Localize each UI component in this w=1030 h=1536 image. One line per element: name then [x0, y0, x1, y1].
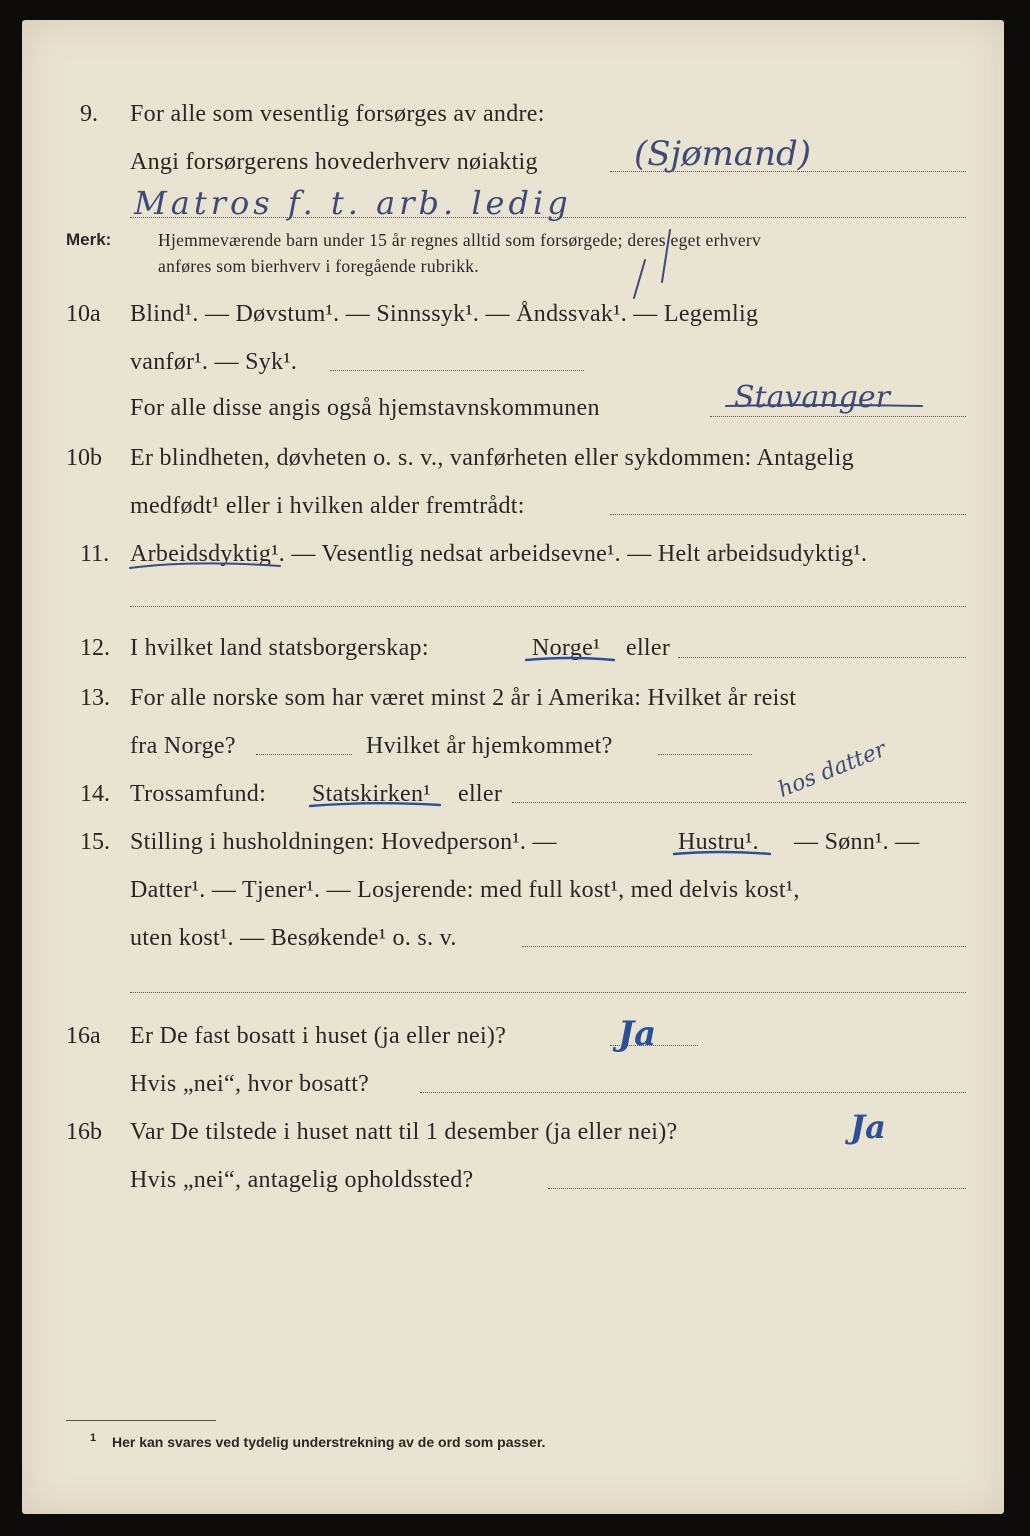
q12-line1c: eller [626, 635, 671, 661]
footnote-text: Her kan svares ved tydelig understrekning av de ord som passer. [112, 1434, 546, 1450]
underline-hustru [674, 852, 770, 854]
q15-handwritten-note: hos datter [774, 737, 890, 803]
q10a-line3: For alle disse angis også hjemstavnskommunen [130, 395, 600, 421]
q16b-handwritten-answer: Ja [850, 1108, 886, 1146]
q16b-line1: Var De tilstede i huset natt til 1 desember (ja eller nei)? [130, 1119, 678, 1145]
q9-handwritten-line2: Matros f. t. arb. ledig [134, 184, 572, 222]
q9-line1: For alle som vesentlig forsørges av andre: [130, 101, 545, 127]
q16a-line1: Er De fast bosatt i huset (ja eller nei)? [130, 1023, 507, 1049]
merk-line2: anføres som bierhverv i foregående rubrikk. [158, 256, 479, 276]
q15-line3: uten kost¹. — Besøkende¹ o. s. v. [130, 925, 457, 951]
item-number-15: 15. [80, 829, 110, 855]
underline-arbeidsdyktig [130, 563, 280, 568]
q9-line2: Angi forsørgerens hovederhverv nøiaktig [130, 149, 538, 175]
q16a-line2: Hvis „nei“, hvor bosatt? [130, 1071, 370, 1097]
handwritten-marks [22, 20, 1004, 1514]
q16a-handwritten-answer: Ja [618, 1014, 657, 1054]
q13-line1: For alle norske som har været minst 2 år i Amerika: Hvilket år reist [130, 685, 797, 711]
underline-norge [526, 658, 614, 660]
footnote-mark: 1 [90, 1432, 97, 1444]
q15-line1a: Stilling i husholdningen: Hovedperson¹. — [130, 829, 557, 855]
q9-handwritten-answer: (Sjømand) [634, 134, 812, 174]
q10b-line1: Er blindheten, døvheten o. s. v., vanførheten eller sykdommen: Antagelig [130, 445, 854, 471]
q11-line1: Arbeidsdyktig¹. — Vesentlig nedsat arbeidsevne¹. — Helt arbeidsudyktig¹. [130, 541, 868, 567]
underline-hjemstavn [726, 405, 922, 406]
item-number-16a: 16a [66, 1023, 101, 1049]
q15-line1b: Hustru¹. [678, 829, 759, 855]
q15-line2: Datter¹. — Tjener¹. — Losjerende: med full kost¹, med delvis kost¹, [130, 877, 800, 903]
q13-line2b: Hvilket år hjemkommet? [366, 733, 613, 759]
q14-line1b: Statskirken¹ [312, 781, 431, 807]
item-number-16b: 16b [66, 1119, 102, 1145]
item-number-9: 9. [80, 101, 98, 127]
pencil-tick-mark [662, 230, 670, 282]
item-number-10a: 10a [66, 301, 101, 327]
pencil-slash-mark [634, 260, 645, 298]
underline-statskirken [310, 803, 440, 806]
q10a-line2: vanfør¹. — Syk¹. [130, 349, 298, 375]
q12-line1b: Norge¹ [532, 635, 601, 661]
census-form-page [22, 20, 1004, 1514]
merk-label: Merk: [66, 230, 112, 249]
q15-line1c: — Sønn¹. — [794, 829, 920, 855]
item-number-10b: 10b [66, 445, 102, 471]
q10a-handwritten-answer: Stavanger [734, 380, 890, 415]
item-number-11: 11. [80, 541, 110, 567]
q16b-line2: Hvis „nei“, antagelig opholdssted? [130, 1167, 474, 1193]
item-number-13: 13. [80, 685, 110, 711]
q10a-line1: Blind¹. — Døvstum¹. — Sinnssyk¹. — Åndssvak¹. — Legemlig [130, 301, 759, 327]
q14-line1a: Trossamfund: [130, 781, 267, 807]
q12-line1a: I hvilket land statsborgerskap: [130, 635, 429, 661]
q10b-line2: medfødt¹ eller i hvilken alder fremtrådt: [130, 493, 525, 519]
q13-line2a: fra Norge? [130, 733, 236, 759]
q14-line1c: eller [458, 781, 503, 807]
merk-line1: Hjemmeværende barn under 15 år regnes alltid som forsørgede; deres eget erhverv [158, 230, 762, 250]
item-number-12: 12. [80, 635, 110, 661]
item-number-14: 14. [80, 781, 110, 807]
